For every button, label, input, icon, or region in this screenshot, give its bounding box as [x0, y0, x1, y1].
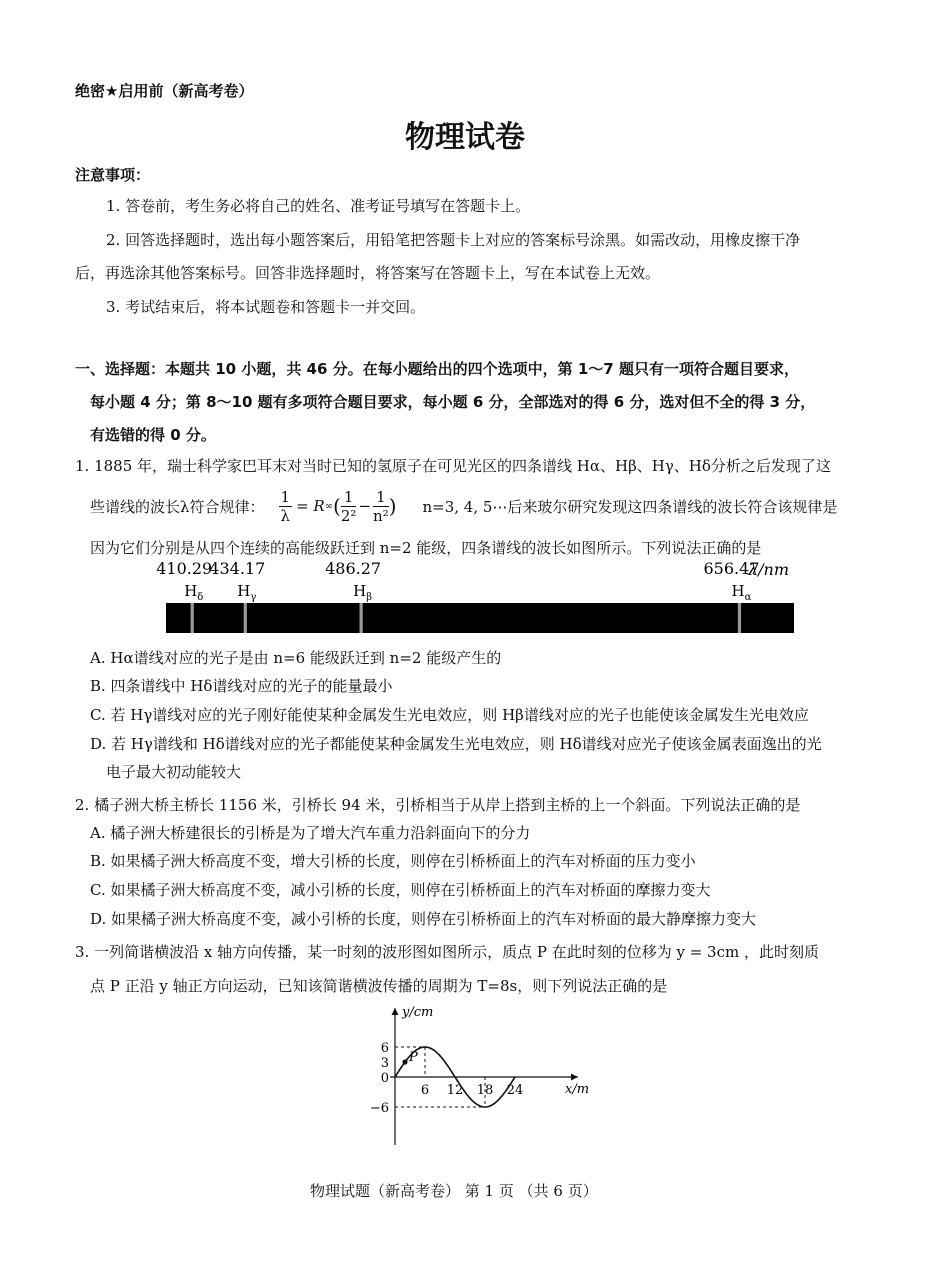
y-tick-0: 6: [380, 1041, 389, 1056]
x-tick-1: 12: [446, 1083, 464, 1098]
formula-a-den: 2²: [340, 506, 357, 525]
y-axis-label: y/cm: [402, 1005, 434, 1020]
y-tick-1: 3: [380, 1056, 389, 1071]
spectrum-wavelength-1: 434.17: [209, 559, 266, 578]
q1-option-a: A. Hα谱线对应的光子是由 n=6 能级跃迁到 n=2 能级产生的: [90, 649, 502, 667]
y-tick-3: −6: [369, 1101, 389, 1116]
x-tick-3: 24: [506, 1083, 524, 1098]
q1-option-d: D. 若 Hγ谱线和 Hδ谱线对应的光子都能使某种金属发生光电效应，则 Hδ谱线对应光子使该金属表面逸出的光: [90, 735, 822, 753]
formula-a-num: 1: [341, 488, 357, 507]
q1-formula-intro: 些谱线的波长λ符合规律：: [90, 497, 265, 516]
x-tick-2: 18: [476, 1083, 494, 1098]
notice-item-2: 2. 回答选择题时，选出每小题答案后，用铅笔把答题卡上对应的答案标号涂黑。如需改动，用橡皮擦干净: [106, 231, 801, 249]
x-axis-label: x/m: [565, 1082, 590, 1097]
q1-stem-line-2: [90, 483, 837, 529]
q1-formula-condition: n=3, 4, 5⋯后来玻尔研究发现这四条谱线的波长符合该规律是: [422, 497, 838, 516]
formula-minus: −: [358, 497, 371, 515]
formula-b-den: n²: [373, 506, 389, 525]
q2-option-a: A. 橘子洲大桥建很长的引桥是为了增大汽车重力沿斜面向下的分力: [90, 824, 531, 842]
section-heading-line-2: 每小题 4 分；第 8～10 题有多项符合题目要求，每小题 6 分，全部选对的得 6 分，选对但不全的得 3 分，: [90, 393, 816, 411]
formula-term-a: [341, 488, 357, 525]
q1-option-d-cont: 电子最大初动能较大: [106, 763, 242, 781]
point-p-label: P: [409, 1050, 418, 1065]
spectrum-name-1: $H_\gamma$: [237, 582, 257, 603]
x-tick-0: 6: [420, 1083, 430, 1098]
formula-inf: ∞: [324, 500, 334, 512]
q2-stem: 2. 橘子洲大桥主桥长 1156 米，引桥长 94 米，引桥相当于从岸上搭到主桥的上一个斜面。下列说法正确的是: [75, 796, 801, 814]
y-tick-2: 0: [380, 1071, 389, 1086]
formula-term-b: [373, 488, 389, 525]
section-heading: 一、选择题：本题共 10 小题，共 46 分。在每小题给出的四个选项中，第 1～7 题只有一项符合题目要求，: [75, 360, 799, 378]
formula-eq: = R: [296, 497, 325, 515]
formula-paren-close: ): [388, 494, 397, 518]
wave-graph: [360, 1000, 600, 1150]
formula-lhs: [279, 488, 293, 525]
q1-stem-line-1: 1. 1885 年，瑞士科学家巴耳末对当时已知的氢原子在可见光区的四条谱线 Hα、Hβ、Hγ、Hδ分析之后发现了这: [75, 457, 831, 475]
q1-stem-line-3: 因为它们分别是从四个连续的高能级跃迁到 n=2 能级，四条谱线的波长如图所示。下列说法正确的是: [90, 539, 762, 557]
q1-option-b: B. 四条谱线中 Hδ谱线对应的光子的能量最小: [90, 677, 393, 695]
spectrum-name-3: $H_\alpha$: [731, 582, 752, 603]
spectrum-name-0: $H_\delta$: [184, 582, 204, 603]
q1-option-c: C. 若 Hγ谱线对应的光子刚好能使某种金属发生光电效应，则 Hβ谱线对应的光子也能使该金属发生光电效应: [90, 706, 809, 724]
q3-stem-line-1: 3. 一列简谐横波沿 x 轴方向传播，某一时刻的波形图如图所示，质点 P 在此时刻的位移为 y = 3cm ，此时刻质: [75, 943, 819, 961]
spectrum-bar: [166, 603, 794, 633]
q2-option-b: B. 如果橘子洲大桥高度不变，增大引桥的长度，则停在引桥桥面上的汽车对桥面的压力变小: [90, 852, 696, 870]
page-footer: 物理试题（新高考卷） 第 1 页 （共 6 页）: [310, 1182, 598, 1200]
spectrum-wavelength-0: 410.29: [156, 559, 213, 578]
spectrum-wavelength-3: 656.47: [703, 559, 760, 578]
secret-label: 绝密★启用前（新高考卷）: [75, 82, 254, 100]
formula-lhs-num: 1: [280, 487, 291, 506]
q2-option-d: D. 如果橘子洲大桥高度不变，减小引桥的长度，则停在引桥桥面上的汽车对桥面的最大静摩擦力变大: [90, 910, 757, 928]
notice-item-1: 1. 答卷前，考生务必将自己的姓名、准考证号填写在答题卡上。: [106, 197, 531, 215]
q2-option-c: C. 如果橘子洲大桥高度不变，减小引桥的长度，则停在引桥桥面上的汽车对桥面的摩擦力变大: [90, 881, 711, 899]
formula-b-num: 1: [373, 488, 389, 507]
notice-item-3: 3. 考试结束后，将本试题卷和答题卡一并交回。: [106, 298, 426, 316]
spectrum-unit: λ/nm: [748, 560, 790, 579]
spectrum-wavelength-2: 486.27: [325, 559, 382, 578]
spectrum-name-2: $H_\beta$: [353, 582, 372, 603]
formula-lhs-den: λ: [280, 506, 291, 525]
spectrum-figure: [140, 557, 820, 637]
point-p: [402, 1059, 407, 1064]
q3-stem-line-2: 点 P 正沿 y 轴正方向运动，已知该简谐横波传播的周期为 T=8s，则下列说法正确的是: [90, 977, 668, 995]
formula-paren-open: (: [333, 494, 341, 518]
section-heading-line-3: 有选错的得 0 分。: [90, 426, 216, 444]
notice-item-2-cont: 后，再选涂其他答案标号。回答非选择题时，将答案写在答题卡上，写在本试卷上无效。: [75, 264, 661, 282]
page-title: 物理试卷: [405, 120, 525, 155]
notice-heading: 注意事项：: [75, 166, 151, 184]
